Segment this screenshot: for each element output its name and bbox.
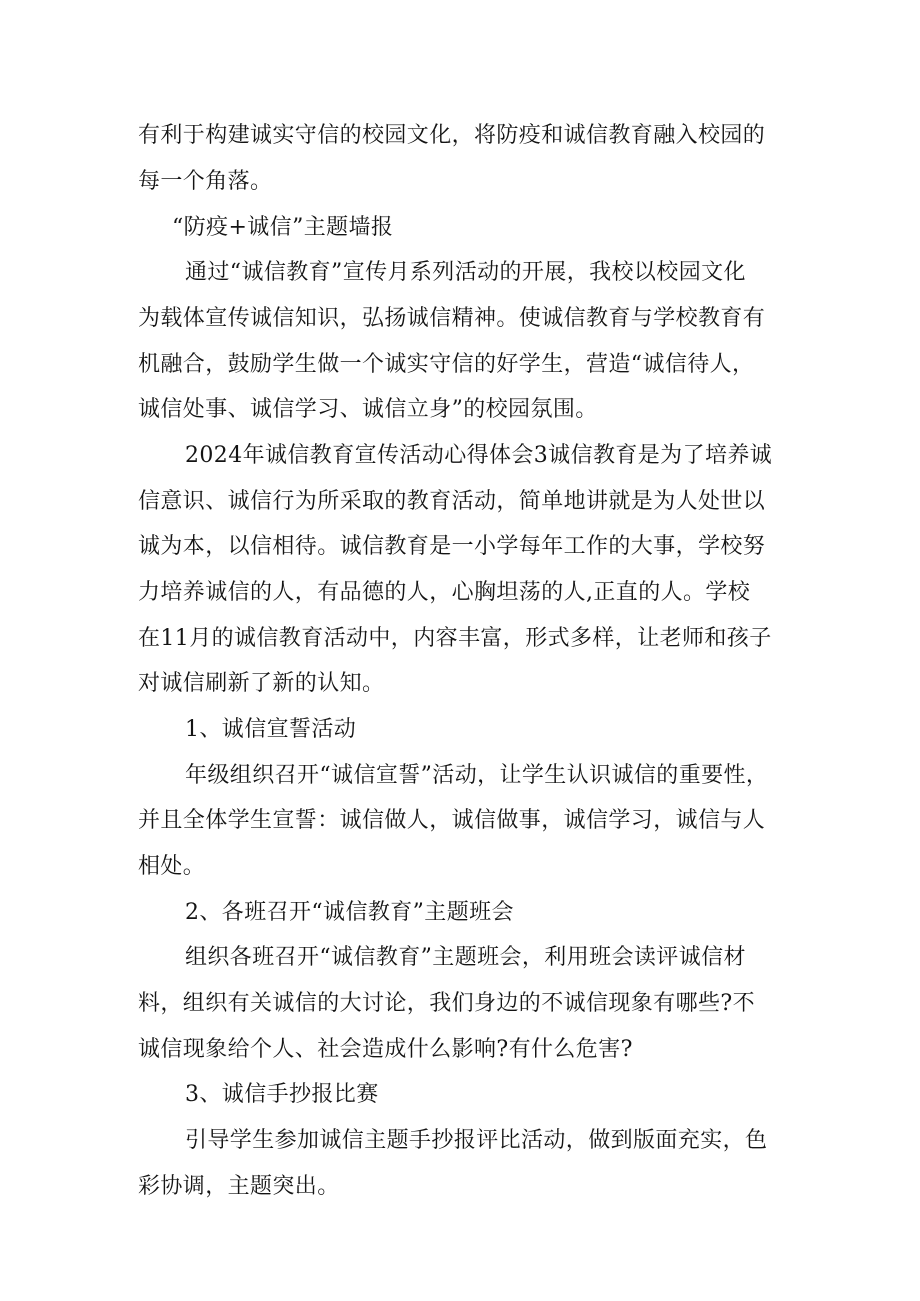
- paragraph-line: 彩协调，主题突出。: [138, 1174, 340, 1199]
- paragraph-line: 诚信处事、诚信学习、诚信立身”的校园氛围。: [138, 397, 598, 422]
- paragraph-line: 并且全体学生宣誓：诚信做人，诚信做事，诚信学习，诚信与人: [138, 808, 766, 833]
- paragraph-line: 诚为本，以信相待。诚信教育是一小学每年工作的大事，学校努: [138, 534, 766, 559]
- paragraph-line: 有利于构建诚实守信的校园文化，将防疫和诚信教育融入校园的: [138, 123, 766, 148]
- paragraph-line: 年级组织召开“诚信宣誓”活动，让学生认识诚信的重要性，: [185, 763, 769, 788]
- section-heading: 2、各班召开“诚信教育”主题班会: [185, 900, 514, 925]
- section-heading: 1、诚信宣誓活动: [185, 717, 357, 742]
- paragraph-line: 为载体宣传诚信知识，弘扬诚信精神。使诚信教育与学校教育有: [138, 306, 766, 331]
- paragraph-line: 对诚信刷新了新的认知。: [138, 671, 385, 696]
- paragraph-line: 料，组织有关诚信的大讨论，我们身边的不诚信现象有哪些?不: [138, 991, 755, 1016]
- paragraph-line: 通过“诚信教育”宣传月系列活动的开展，我校以校园文化: [185, 260, 746, 285]
- paragraph-line: 引导学生参加诚信主题手抄报评比活动，做到版面充实，色: [185, 1128, 768, 1153]
- section-heading: “防疫+诚信”主题墙报: [172, 215, 394, 240]
- paragraph-line: 力培养诚信的人，有品德的人，心胸坦荡的人,正直的人。学校: [138, 580, 751, 605]
- paragraph-line: 信意识、诚信行为所采取的教育活动，简单地讲就是为人处世以: [138, 489, 766, 514]
- paragraph-line: 在11月的诚信教育活动中，内容丰富，形式多样，让老师和孩子: [138, 626, 772, 651]
- paragraph-line: 诚信现象给个人、社会造成什么影响?有什么危害?: [138, 1037, 633, 1062]
- section-heading: 3、诚信手抄报比赛: [185, 1082, 379, 1107]
- paragraph-line: 相处。: [138, 854, 206, 879]
- paragraph-line: 每一个角落。: [138, 169, 273, 194]
- paragraph-line: 组织各班召开“诚信教育”主题班会，利用班会读评诚信材: [185, 945, 746, 970]
- paragraph-line: 机融合，鼓励学生做一个诚实守信的好学生，营造“诚信待人，: [138, 352, 755, 377]
- paragraph-line: 2024年诚信教育宣传活动心得体会3诚信教育是为了培养诚: [185, 443, 773, 468]
